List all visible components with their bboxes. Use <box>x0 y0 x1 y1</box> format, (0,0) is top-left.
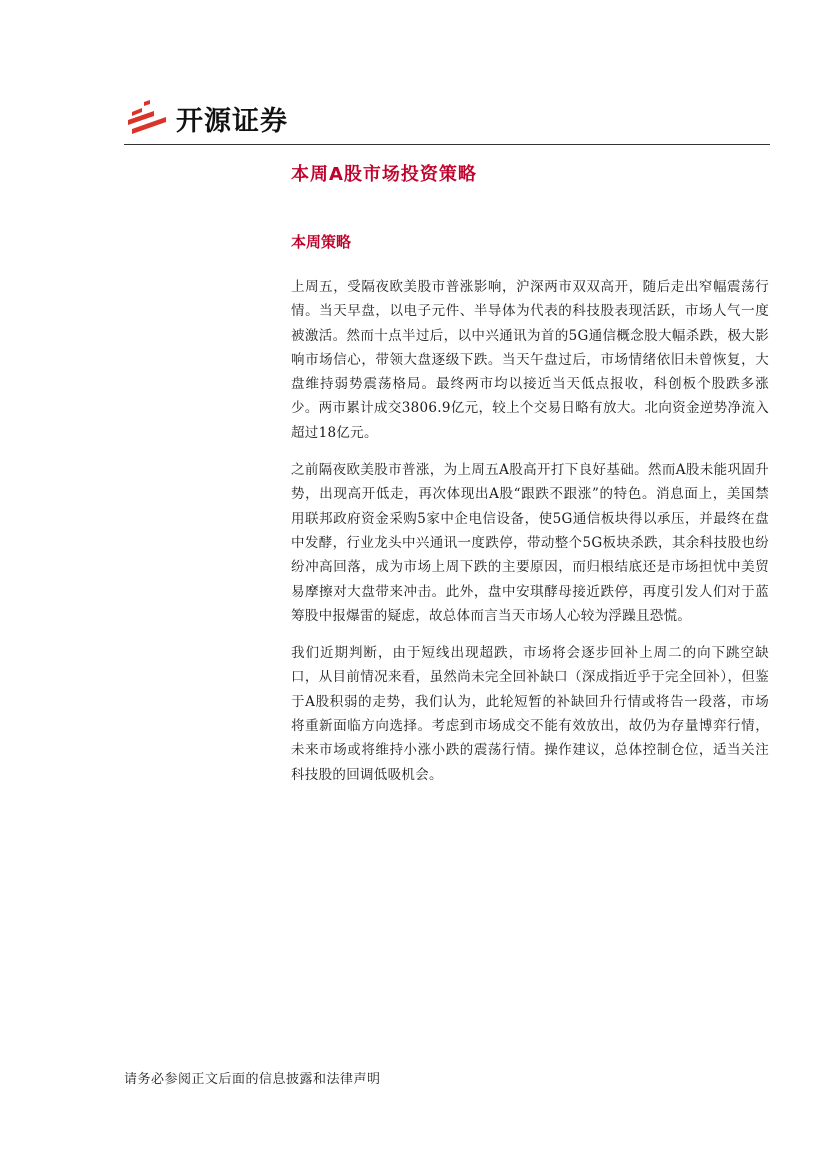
brand-logo-icon <box>128 98 170 138</box>
section-title: 本周策略 <box>291 233 352 251</box>
article-body <box>291 275 769 800</box>
brand-logo <box>128 98 288 138</box>
paragraph: 上周五，受隔夜欧美股市普涨影响，沪深两市双双高开，随后走出窄幅震荡行情。当天早盘，以电子元件、半导体为代表的科技股表现活跃，市场人气一度被激活。然而十点半过后，以中兴通讯为首的5G通信概念股大幅杀跌，极大影响市场信心，带领大盘逐级下跌。当天午盘过后，市场情绪依旧未曾恢复，大盘维持弱势震荡格局。最终两市均以接近当天低点报收，科创板个股跌多涨少。两市累计成交3806.9亿元，较上个交易日略有放大。北向资金逆势净流入超过18亿元。 <box>291 279 769 441</box>
report-title: 本周A股市场投资策略 <box>291 164 477 185</box>
brand-name: 开源证券 <box>176 105 288 137</box>
paragraph: 我们近期判断，由于短线出现超跌，市场将会逐步回补上周二的向下跳空缺口，从目前情况来看，虽然尚未完全回补缺口（深成指近乎于完全回补），但鉴于A股积弱的走势，我们认为，此轮短暂的补缺回升行情或将告一段落，市场将重新面临方向选择。考虑到市场成交不能有效放出，故仍为存量博弈行情，未来市场或将维持小涨小跌的震荡行情。操作建议，总体控制仓位，适当关注科技股的回调低吸机会。 <box>291 645 769 783</box>
paragraph: 之前隔夜欧美股市普涨，为上周五A股高开打下良好基础。然而A股未能巩固升势，出现高开低走，再次体现出A股“跟跌不跟涨”的特色。消息面上，美国禁用联邦政府资金采购5家中企电信设备，使5G通信板块得以承压，并最终在盘中发酵，行业龙头中兴通讯一度跌停，带动整个5G板块杀跌，其余科技股也纷纷冲高回落，成为市场上周下跌的主要原因，而归根结底还是市场担忧中美贸易摩擦对大盘带来冲击。此外，盘中安琪酵母接近跌停，再度引发人们对于蓝筹股中报爆雷的疑虑，故总体而言当天市场人心较为浮躁且恐慌。 <box>291 462 769 624</box>
header-divider <box>124 144 770 145</box>
footer-disclaimer: 请务必参阅正文后面的信息披露和法律声明 <box>124 1072 381 1087</box>
